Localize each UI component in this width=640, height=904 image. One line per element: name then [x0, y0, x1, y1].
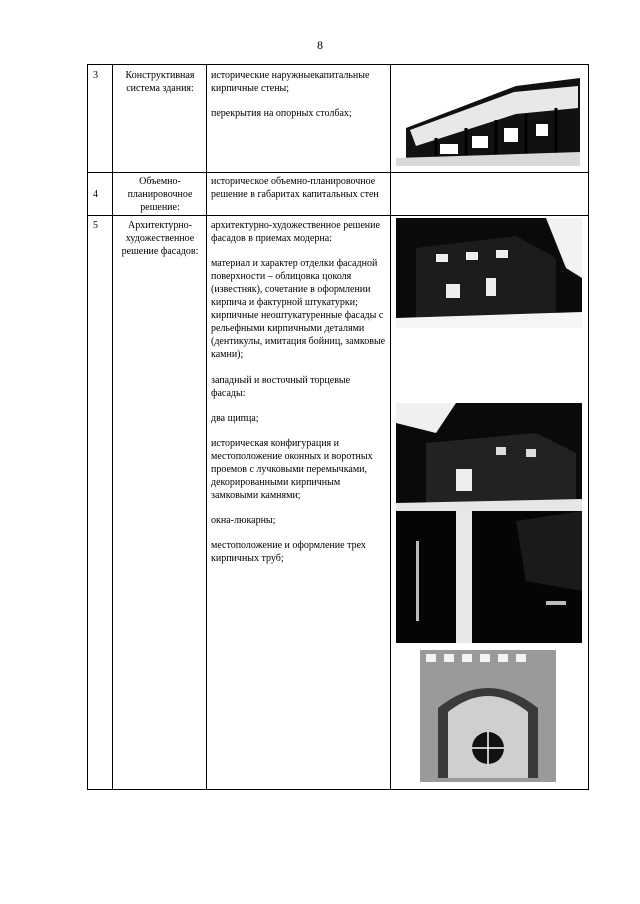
row-number: 4 — [93, 189, 98, 200]
table-rule — [390, 64, 391, 790]
table-rule — [87, 215, 589, 216]
row-title: Конструктивная система здания: — [125, 70, 195, 94]
description-item: материал и характер отделки фасадной поверхности – облицовка цоколя (известняк), сочетание в оформлении кирпича и фактурной штукатурки; — [211, 258, 378, 308]
description-item: перекрытия на опорных столбах; — [211, 108, 352, 119]
gable-detail-photo — [418, 648, 558, 784]
row-title: Архитектурно-художественное решение фасадов: — [121, 220, 199, 257]
table-rule — [112, 64, 113, 790]
description-item: архитектурно-художественное решение фасадов в приемах модерна: — [211, 220, 380, 244]
heritage-elements-table — [87, 64, 589, 790]
row-description — [211, 219, 387, 565]
table-rule — [588, 64, 589, 790]
row-description — [211, 69, 387, 120]
description-item: два щипца; — [211, 413, 259, 424]
description-item: историческая конфигурация и местоположение оконных и воротных проемов с лучковыми перемычками, декорированными кирпичным замковыми камнями; — [211, 438, 373, 501]
facade-photo — [396, 403, 582, 511]
facade-photo — [396, 218, 582, 328]
description-item: исторические наружныекапитальные кирпичные стены; — [211, 70, 370, 94]
table-rule — [87, 64, 589, 65]
building-photo — [396, 68, 580, 166]
row-description — [211, 175, 387, 201]
table-rule — [87, 789, 589, 790]
facade-photo — [396, 511, 582, 643]
row-title: Объемно-планировочное решение: — [127, 176, 193, 213]
table-rule — [206, 64, 207, 790]
row-number: 3 — [93, 70, 98, 81]
row-number: 5 — [93, 220, 98, 231]
page-number: 8 — [317, 38, 323, 52]
description-item: местоположение и оформление трех кирпичных труб; — [211, 540, 366, 564]
table-rule — [87, 172, 589, 173]
description-item: историческое объемно-планировочное решение в габаритах капитальных стен — [211, 176, 379, 200]
description-item: западный и восточный торцевые фасады: — [211, 375, 351, 399]
table-rule — [87, 64, 88, 790]
description-item: окна-люкарны; — [211, 515, 276, 526]
description-item: кирпичные неоштукатуренные фасады с рельефными кирпичными деталями (дентикулы, имитация бойниц, замковые камни); — [211, 310, 386, 360]
